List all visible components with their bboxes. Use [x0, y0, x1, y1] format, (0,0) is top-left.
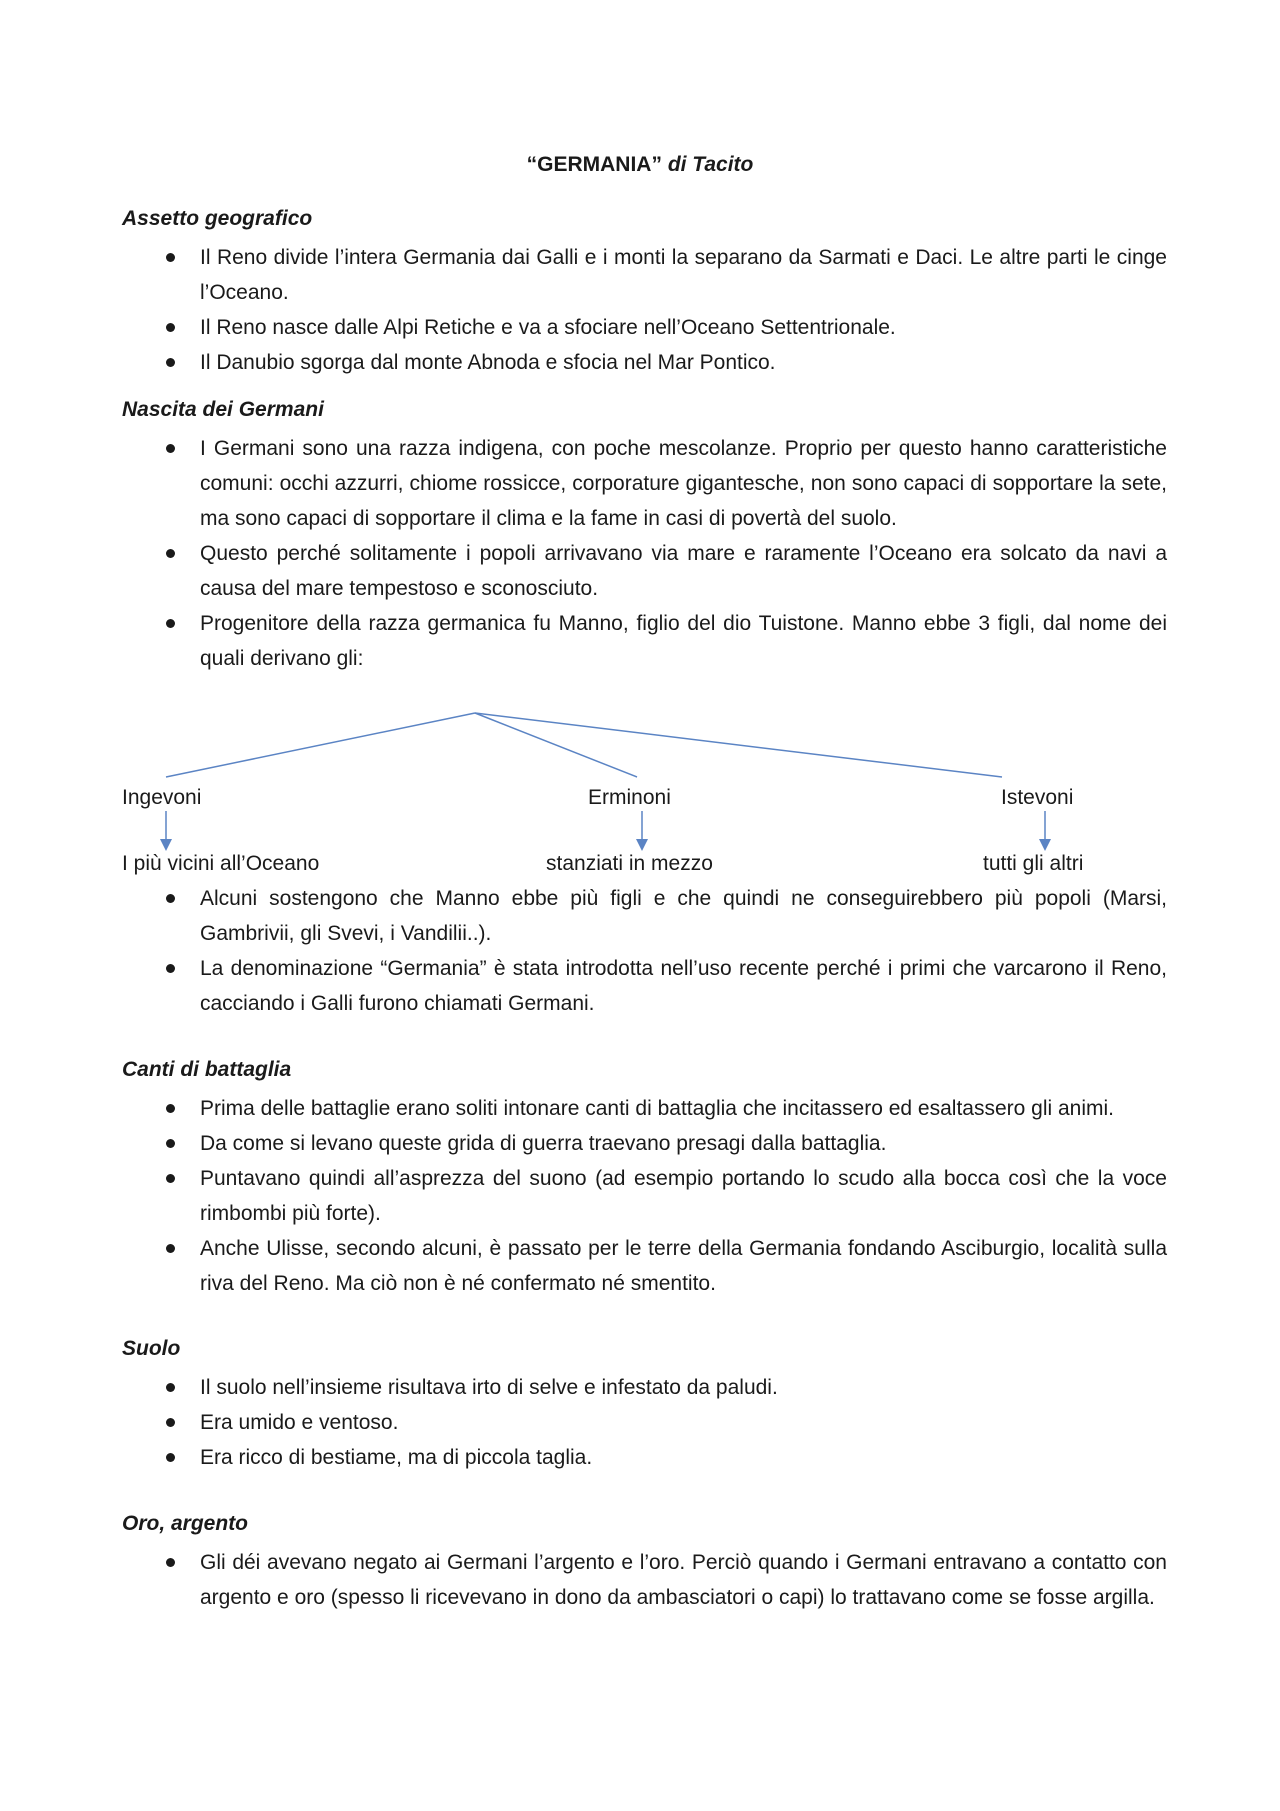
location-istevoni: tutti gli altri [983, 852, 1084, 875]
list-item: Era umido e ventoso. [122, 1405, 1167, 1440]
list-item: I Germani sono una razza indigena, con poche mescolanze. Proprio per questo hanno caratteristiche comuni: occhi azzurri, chiome rossicce, corporature gigantesche, non sono capaci di sopportare la sete, ma sono capaci di sopportare il clima e la fame in casi di povertà del suolo. [122, 431, 1167, 536]
heading-nascita-dei-germani: Nascita dei Germani [122, 398, 324, 421]
list-nascita-dei-germani [122, 431, 1167, 676]
heading-oro-argento: Oro, argento [122, 1512, 249, 1535]
branch-line-erminoni [475, 713, 637, 777]
list-item: Puntavano quindi all’asprezza del suono (ad esempio portando lo scudo alla bocca così che la voce rimbombi più forte). [122, 1161, 1167, 1231]
title-sub: di Tacito [667, 153, 754, 176]
title-main: “GERMANIA” [526, 153, 662, 176]
list-suolo [122, 1370, 1167, 1475]
list-assetto-geografico [122, 240, 1167, 380]
people-ingevoni: Ingevoni [122, 786, 202, 809]
list-item: Alcuni sostengono che Manno ebbe più figli e che quindi ne conseguirebbero più popoli (Marsi, Gambrivii, gli Svevi, i Vandilii..). [122, 881, 1167, 951]
document-title [0, 153, 1280, 177]
list-oro-argento [122, 1545, 1167, 1615]
list-nascita-continued [122, 881, 1167, 1021]
list-item: Questo perché solitamente i popoli arrivavano via mare e raramente l’Oceano era solcato da navi a causa del mare tempestoso e sconosciuto. [122, 536, 1167, 606]
list-item: Il Reno divide l’intera Germania dai Galli e i monti la separano da Sarmati e Daci. Le altre parti le cinge l’Oceano. [122, 240, 1167, 310]
list-item: Il Danubio sgorga dal monte Abnoda e sfocia nel Mar Pontico. [122, 345, 1167, 380]
arrow-down-icon [636, 839, 648, 851]
list-item: Il suolo nell’insieme risultava irto di selve e infestato da paludi. [122, 1370, 1167, 1405]
list-item: Il Reno nasce dalle Alpi Retiche e va a sfociare nell’Oceano Settentrionale. [122, 310, 1167, 345]
diagram-arrows [160, 811, 1051, 851]
location-erminoni: stanziati in mezzo [546, 852, 713, 875]
people-istevoni: Istevoni [1001, 786, 1074, 809]
list-item: Da come si levano queste grida di guerra traevano presagi dalla battaglia. [122, 1126, 1167, 1161]
list-item: Gli déi avevano negato ai Germani l’argento e l’oro. Perciò quando i Germani entravano a contatto con argento e oro (spesso li ricevevano in dono da ambasciatori o capi) lo trattavano come se fosse argilla. [122, 1545, 1167, 1615]
list-item: Prima delle battaglie erano soliti intonare canti di battaglia che incitassero ed esaltassero gli animi. [122, 1091, 1167, 1126]
heading-assetto-geografico: Assetto geografico [122, 207, 313, 230]
list-item: Anche Ulisse, secondo alcuni, è passato per le terre della Germania fondando Asciburgio, località sulla riva del Reno. Ma ciò non è né confermato né smentito. [122, 1231, 1167, 1301]
arrow-down-icon [1039, 839, 1051, 851]
list-item: Era ricco di bestiame, ma di piccola taglia. [122, 1440, 1167, 1475]
list-canti-di-battaglia [122, 1091, 1167, 1301]
heading-suolo: Suolo [122, 1337, 181, 1360]
list-item: La denominazione “Germania” è stata introdotta nell’uso recente perché i primi che varcarono il Reno, cacciando i Galli furono chiamati Germani. [122, 951, 1167, 1021]
branch-line-istevoni [475, 713, 1002, 777]
branch-line-ingevoni [166, 713, 475, 777]
people-erminoni: Erminoni [588, 786, 671, 809]
diagram-branch-lines [166, 713, 1002, 777]
arrow-down-icon [160, 839, 172, 851]
heading-canti-di-battaglia: Canti di battaglia [122, 1058, 292, 1081]
location-ingevoni: I più vicini all’Oceano [122, 852, 320, 875]
list-item: Progenitore della razza germanica fu Manno, figlio del dio Tuistone. Manno ebbe 3 figli, dal nome dei quali derivano gli: [122, 606, 1167, 676]
